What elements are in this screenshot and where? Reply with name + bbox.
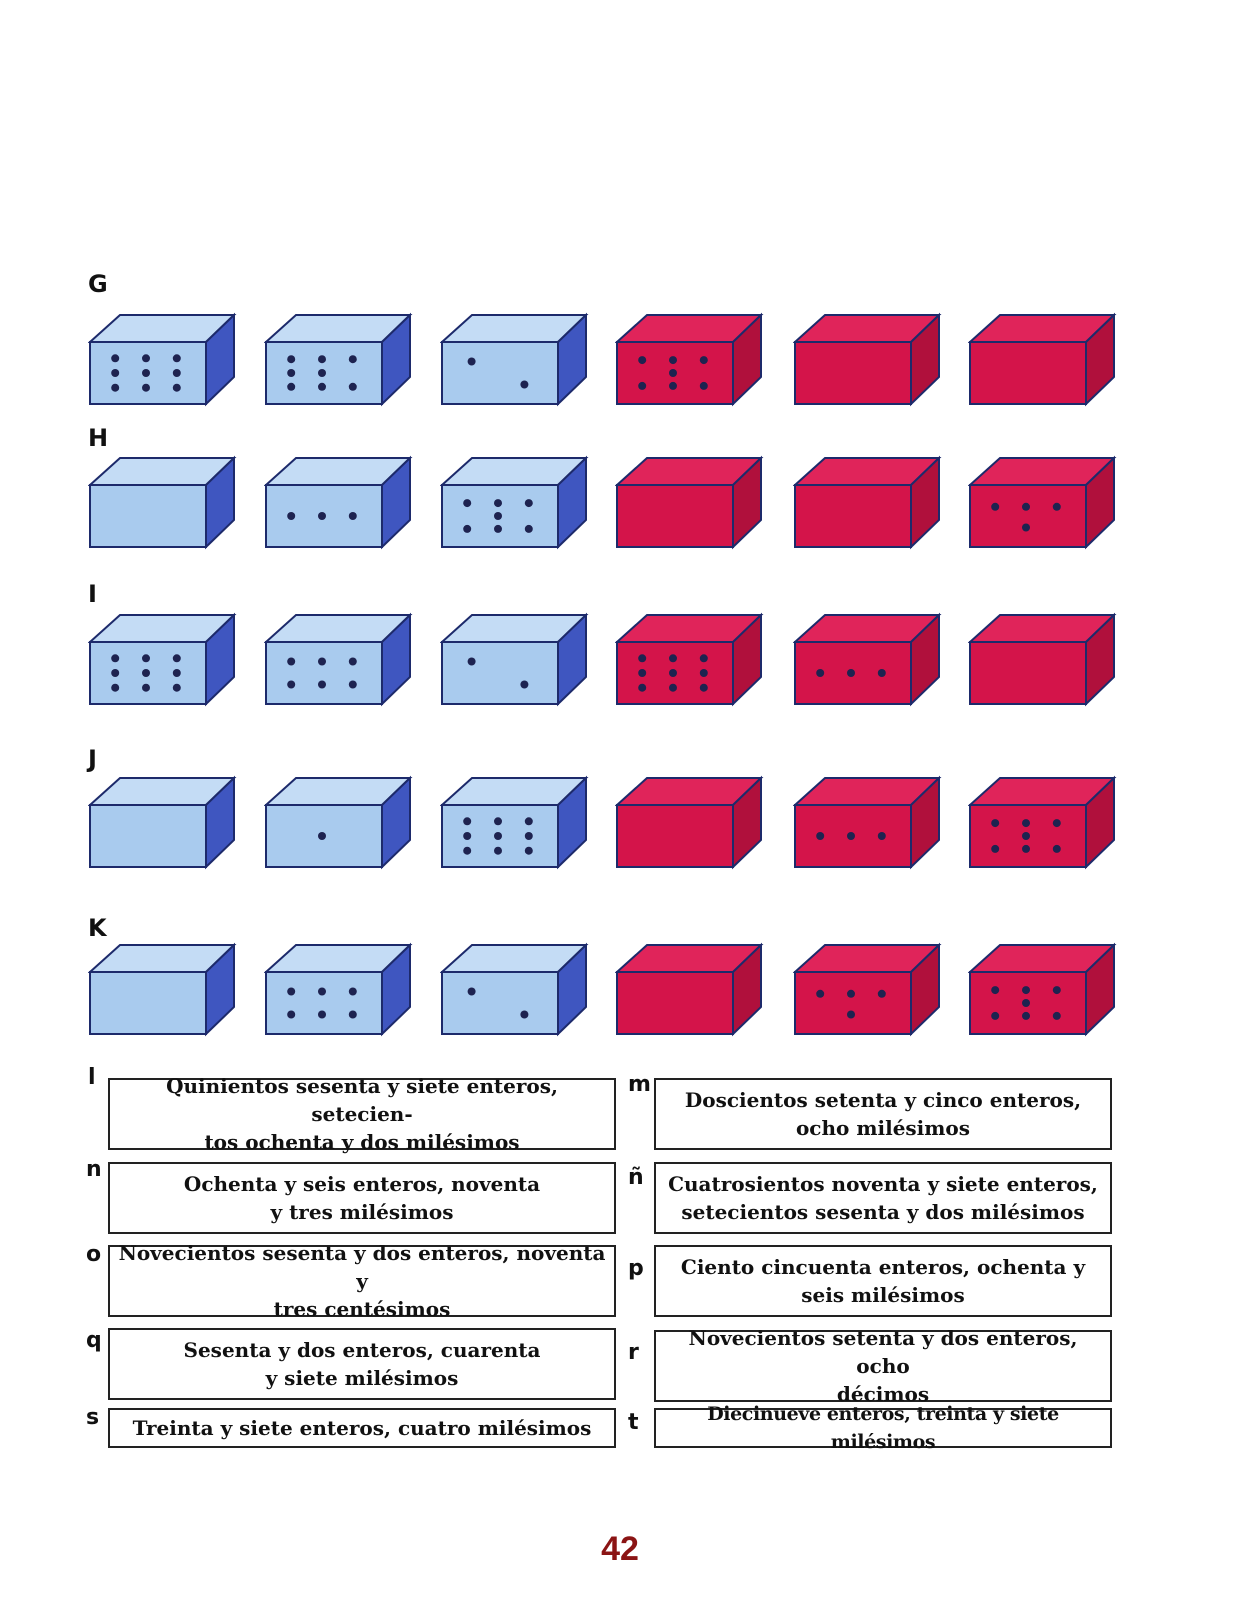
row-label-k: K: [88, 914, 107, 942]
row-label-g: G: [88, 270, 108, 298]
box-label-o: o: [86, 1242, 102, 1267]
block-j-5: [793, 775, 943, 875]
block-k-3: [440, 942, 590, 1042]
block-h-5: [793, 455, 943, 555]
block-h-4: [615, 455, 765, 555]
block-h-2: [264, 455, 414, 555]
block-g-2: [264, 312, 414, 412]
number-box-m: Doscientos setenta y cinco enteros, ocho milésimos: [654, 1078, 1112, 1150]
number-box-r: Novecientos setenta y dos enteros, ocho décimos: [654, 1330, 1112, 1402]
box-label-t: t: [628, 1410, 639, 1435]
box-label-q: q: [86, 1328, 102, 1353]
block-g-1: [88, 312, 238, 412]
block-j-2: [264, 775, 414, 875]
block-h-3: [440, 455, 590, 555]
block-i-2: [264, 612, 414, 712]
page-number: 42: [601, 1530, 639, 1568]
block-j-1: [88, 775, 238, 875]
block-i-5: [793, 612, 943, 712]
number-box-ene: Cuatrosientos noventa y siete enteros, setecientos sesenta y dos milésimos: [654, 1162, 1112, 1234]
block-i-4: [615, 612, 765, 712]
number-box-s: Treinta y siete enteros, cuatro milésimos: [108, 1408, 616, 1448]
box-label-p: p: [628, 1256, 644, 1281]
block-i-6: [968, 612, 1118, 712]
block-k-6: [968, 942, 1118, 1042]
number-box-n: Ochenta y seis enteros, noventa y tres milésimos: [108, 1162, 616, 1234]
box-label-r: r: [628, 1340, 639, 1365]
block-g-3: [440, 312, 590, 412]
block-h-1: [88, 455, 238, 555]
number-box-q: Sesenta y dos enteros, cuarenta y siete milésimos: [108, 1328, 616, 1400]
box-label-m: m: [628, 1072, 651, 1097]
block-g-6: [968, 312, 1118, 412]
box-label-n: n: [86, 1157, 102, 1182]
box-label-s: s: [86, 1405, 100, 1430]
block-k-4: [615, 942, 765, 1042]
number-box-l: Quinientos sesenta y siete enteros, setecien- tos ochenta y dos milésimos: [108, 1078, 616, 1150]
block-g-5: [793, 312, 943, 412]
number-box-t: Diecinueve enteros, treinta y siete milésimos: [654, 1408, 1112, 1448]
row-label-j: J: [88, 745, 97, 773]
block-j-4: [615, 775, 765, 875]
block-j-6: [968, 775, 1118, 875]
number-box-o: Novecientos sesenta y dos enteros, noventa y tres centésimos: [108, 1245, 616, 1317]
box-label-ene: ñ: [628, 1165, 644, 1190]
block-i-1: [88, 612, 238, 712]
block-h-6: [968, 455, 1118, 555]
block-k-1: [88, 942, 238, 1042]
row-label-i: I: [88, 580, 97, 608]
block-k-2: [264, 942, 414, 1042]
block-i-3: [440, 612, 590, 712]
block-j-3: [440, 775, 590, 875]
box-label-l: l: [88, 1065, 96, 1090]
number-box-p: Ciento cincuenta enteros, ochenta y seis milésimos: [654, 1245, 1112, 1317]
block-g-4: [615, 312, 765, 412]
block-k-5: [793, 942, 943, 1042]
row-label-h: H: [88, 424, 109, 452]
